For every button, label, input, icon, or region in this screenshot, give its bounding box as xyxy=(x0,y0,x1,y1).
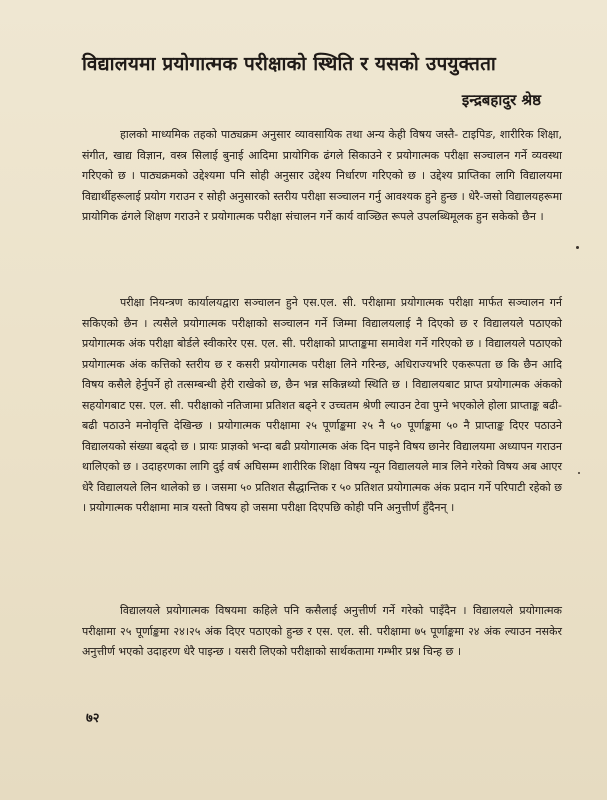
paragraph-2: परीक्षा नियन्त्रण कार्यालयद्वारा सञ्चालन हुने एस.एल. सी. परीक्षामा प्रयोगात्मक परीक्षा मार्फत सञ्चालन गर्न सकिएको छैन । त्यसैले प्रयोगात्मक परीक्षाको सञ्चालन गर्ने जिम्मा विद्यालयलाई नै दिएको छ र विद्यालयले पठाएको प्रयोगात्मक अंक परीक्षा बोर्डले स्वीकारेर एस. एल. सी. परीक्षाको प्राप्ताङ्कमा समावेश गर्ने गरिएको छ । विद्यालयले पठाएको प्रयोगात्मक अंक कत्तिको स्तरीय छ र कसरी प्रयोगात्मक परीक्षा लिने गरिन्छ, अधिराज्यभरि एकरूपता छ कि छैन आदि विषय कसैले हेर्नुपर्ने हो तत्सम्बन्धी हेरी राखेको छ, छैन भन्न सकिन्नथ्यो स्थिति छ । विद्यालयबाट प्राप्त प्रयोगात्मक अंकको सहयोगबाट एस. एल. सी. परीक्षाको नतिजामा प्रतिशत बढ्ने र उच्चतम श्रेणी ल्याउन टेवा पुग्ने भएकोले होला प्राप्ताङ्क बढी-बढी पठाउने मनोवृत्ति देखिन्छ । प्रयोगात्मक परीक्षामा २५ पूर्णाङ्कमा २५ नै ५० पूर्णाङ्कमा ५० नै प्राप्ताङ्क दिएर पठाउने विद्यालयको संख्या बढ्दो छ । प्रायः प्राज्ञको भन्दा बढी प्रयोगात्मक अंक दिन पाइने विषय छानेर विद्यालयमा अध्यापन गराउन थालिएको छ । उदाहरणका लागि दुई वर्ष अघिसम्म शारीरिक शिक्षा विषय न्यून विद्यालयले मात्र लिने गरेको विषय अब आएर धेरै विद्यालयले लिन थालेको छ । जसमा ५० प्रतिशत सैद्धान्तिक र ५० प्रतिशत प्रयोगात्मक अंक प्रदान गर्ने परिपाटी रहेको छ । प्रयोगात्मक परीक्षामा मात्र यस्तो विषय हो जसमा परीक्षा दिएपछि कोही पनि अनुत्तीर्ण हुँदैनन् । xyxy=(82,296,562,514)
paragraph-3: विद्यालयले प्रयोगात्मक विषयमा कहिले पनि कसैलाई अनुत्तीर्ण गर्ने गरेको पाइँदैन । विद्यालयले प्रयोगात्मक परीक्षामा २५ पूर्णाङ्कमा २४।२५ अंक दिएर पठाएको हुन्छ र एस. एल. सी. परीक्षामा ७५ पूर्णाङ्कमा २४ अंक ल्याउन नसकेर अनुत्तीर्ण भएको उदाहरण धेरै पाइन्छ । यसरी लिएको परीक्षाको सार्थकतामा गम्भीर प्रश्न चिन्ह छ । xyxy=(82,604,562,658)
paragraph-1: हालको माध्यमिक तहको पाठ्यक्रम अनुसार व्यावसायिक तथा अन्य केही विषय जस्तै- टाइपिङ, शारीरिक शिक्षा, संगीत, खाद्य विज्ञान, वस्त्र सिलाई बुनाई आदिमा प्रायोगिक ढंगले सिकाउने र प्रयोगात्मक परीक्षा सञ्चालन गर्ने व्यवस्था गरिएको छ । पाठ्यक्रमको उद्देश्यमा पनि सोही अनुसार उद्देश्य निर्धारण गरिएको छ । उद्देश्य प्राप्तिका लागि विद्यालयमा विद्यार्थीहरूलाई प्रयोग गराउन र सोही अनुसारको स्तरीय परीक्षा सञ्चालन गर्नु आवश्यक हुने हुन्छ । धेरै-जसो विद्यालयहरूमा प्रायोगिक ढंगले शिक्षण गराउने र प्रयोगात्मक परीक्षा संचालन गर्ने कार्य वाञ्छित रूपले उपलब्धिमूलक हुन सकेको छैन । xyxy=(82,128,562,223)
paper-speck xyxy=(578,472,580,474)
article-author: इन्द्रबहादुर श्रेष्ठ xyxy=(461,91,541,109)
paper-speck xyxy=(576,246,579,249)
page-number: ७२ xyxy=(86,711,100,726)
article-title: विद्यालयमा प्रयोगात्मक परीक्षाको स्थिति र यसको उपयुक्तता xyxy=(82,53,497,75)
